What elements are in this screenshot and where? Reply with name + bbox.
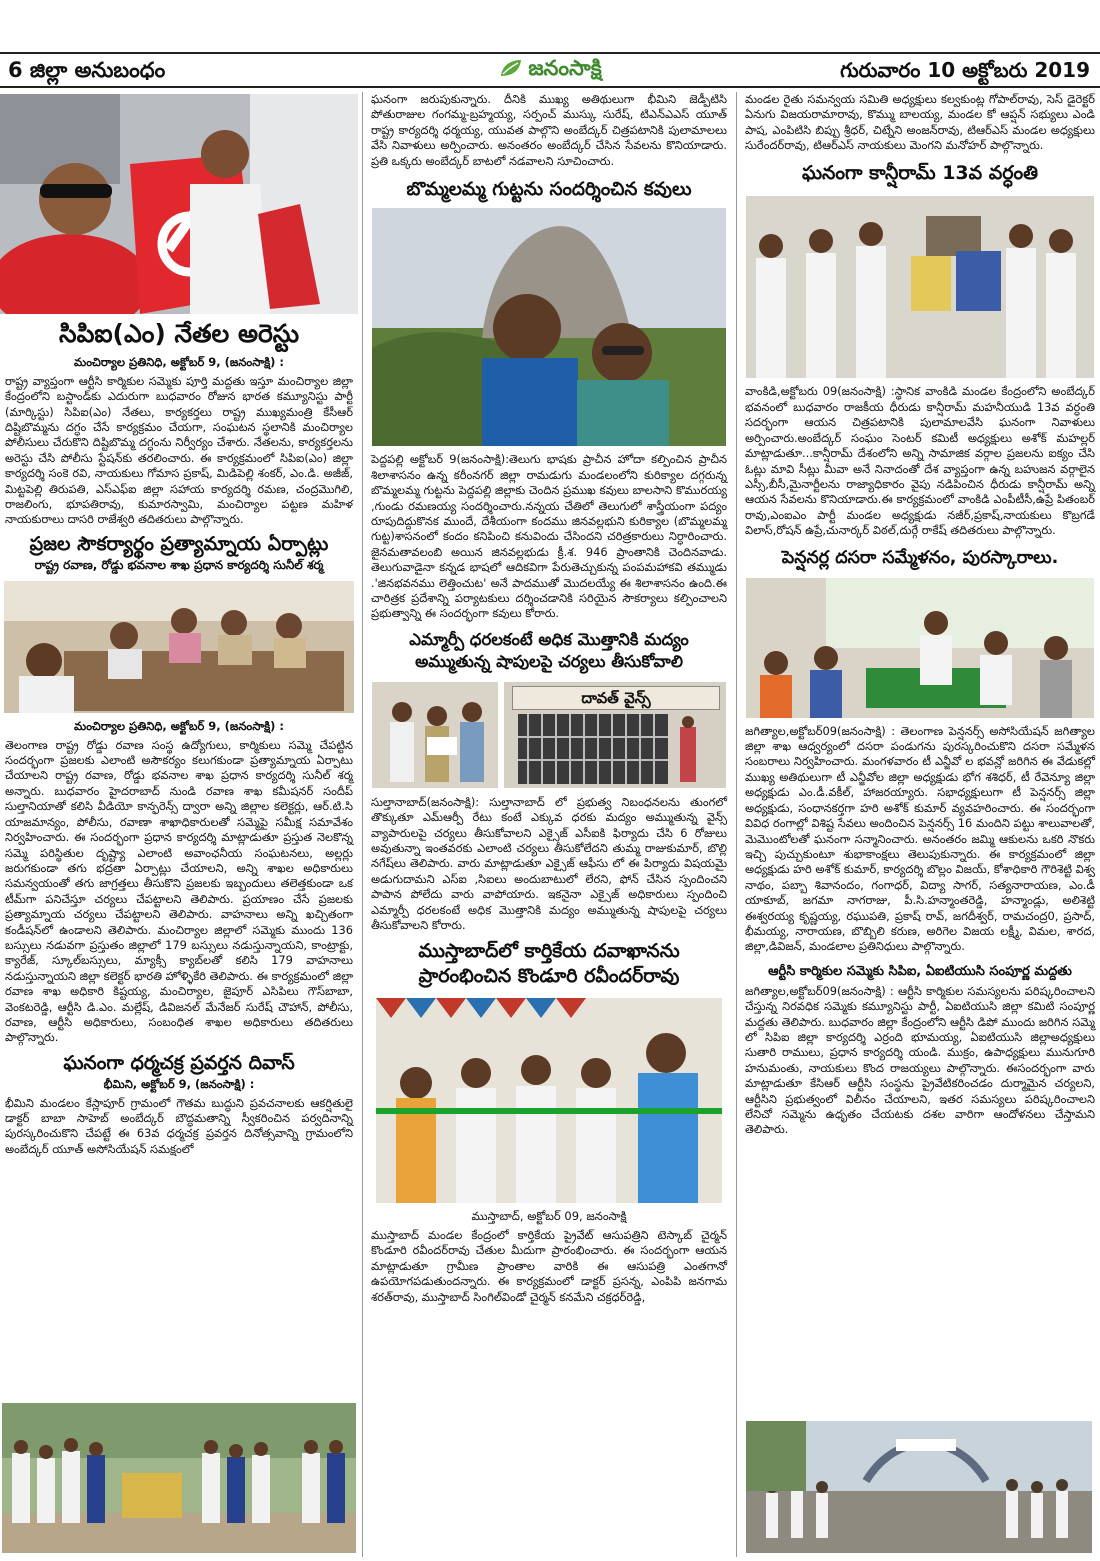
article-body: తెలంగాణ రాష్ట్ర రోడ్డు రవాణ సంస్థ ఉద్యోగులు, కార్మికులు సమ్మె చేపట్టిన సందర్భంగా ప్రజలకు ఎలాంటి అసౌకర్యం కలుగకుండా ప్రత్యామ్నాయ ఏర్పాటు చేయాలని రాష్ట్ర రవాణ, రోడ్డు భవనాల శాఖ ప్రధాన కార్యదర్శి సునీల్‌ శర్మ అన్నారు. బుధవారం హైదరాబాద్‌ నుండి రవాణ శాఖ కమీషనర్‌ సందీప్‌ సుల్తానియాతో కలిసి వీడియో కాన్ఫరెన్స్‌ ద్వారా అన్ని జిల్లాల కలెక్టర్లు, ఆర్‌.టి.సి యాజమాన్యం, పోలీసు, రవాణా శాఖాధికారులతో సమ్మెపై సమీక్ష సమావేశం నిర్వహించారు. ఈ సందర్భంగా ప్రధాన కార్యదర్శి మాట్లాడుతూ ప్రస్తుత నెలకొన్న సమ్మె పరిస్థితుల దృష్ట్యా ఎలాంటి అవాంఛనీయ సంఘటనలు, అల్లర్లు జరుగకుండా తగు భద్రతా ఏర్పాట్లు చేయాలని, అన్ని శాఖల అధికారులు సమన్వయంతో తగు జాగ్రత్తలు తీసుకొని ప్రజలకు ఇబ్బందులు తలెత్తకుండా ఒక టీమ్‌గా పనిచేస్తూ చర్యలు చేపట్టాలని తెలిపారు. ప్రయాణం చేసే ప్రజలకు ప్రత్యామ్నాయ చర్యలు చేపట్టాలని తెలిపారు. వాహనాలు అన్ని ఖచ్చితంగా కండీషన్‌లో ఉండాలని తెలిపారు. మంచిర్యాల జిల్లాలో సమ్మెకు ముందు 136 బస్సులు నడువగా ప్రస్తుతం జిల్లాలో 179 బస్సులు నడుస్తున్నాయని, కాంట్రాక్టు, క్యారేజ్‌, స్కూల్‌బస్సులు, మ్యాక్సీ క్యాబ్‌లతో కలిసి 179 వాహనాలు నడుస్తున్నాయని జిల్లా కలెక్టర్‌ భారతి హోళ్ళికేరి తెలిపారు. ఈ కార్యక్రమంలో జిల్లా రవాణ శాఖ అధికారి కిష్టయ్య, మంచిర్యాల, జైపూర్‌ ఎసిపిలు గౌస్‌బాబా, వెంకటరెడ్డి, ఆర్టీసి డి.ఎం. మల్లేష్‌, డివిజనల్‌ మేనేజర్‌ సురేష్‌ చౌహాన్‌, పోలీసు, రవాణ, ఆర్టీసి అధికారులు, సంబంధిత శాఖల అధికారులు తదితరులు పాల్గొన్నారు. bbox=[5, 737, 353, 1045]
article-continuation: ఘనంగా జరుపుకున్నారు. దీనికి ముఖ్య అతిథులుగా భీమిని జెడ్పీటిసి పోతురాజుల గంగమ్మ-బ్రహ్మయ్య, సర్పంచ్‌ ముస్కు సురేష్‌, టిఎన్‌ఎఎస్‌ యూత్‌ రాష్ట్ర కార్యదర్శి ధర్మయ్య, యువత పాల్గొని అంబేద్కర్‌ చిత్రపటానికి పులామాలలు వేసి నివాళులు అర్పించారు. అనంతరం అంబేద్కర్‌ చేసిన సేవలను కొనియాడారు. ప్రతి ఒక్కరు అంబేద్కర్‌ బాటలో నడవాలని సూచించారు. bbox=[371, 92, 727, 168]
hill-selfie-illustration bbox=[372, 208, 726, 446]
headline-dharmachakra-divas: ఘనంగా ధర్మచక్ర ప్రవర్తన దివాస్‌ bbox=[63, 1051, 295, 1074]
headline-kanshiram-anniversary: ఘనంగా కాన్షీరామ్‌ 13వ వర్ధంతి bbox=[801, 161, 1039, 184]
issue-date: గురువారం 10 అక్టోబరు 2019 bbox=[840, 58, 1090, 82]
headline-bommalamma-gutta: బొమ్మలమ్మ గుట్టను సందర్శించిన కవులు bbox=[406, 179, 692, 201]
headline-karthikeya-hospital-line1: ముస్తాబాద్‌లో కార్తికేయ దవాఖానను bbox=[418, 940, 680, 963]
article-body: జగిత్యాల,అక్టోబర్‌09(జనంసాక్షి) : తెలంగాణ పెన్షనర్స్‌ అసోసియేషన్‌ జగిత్యాల జిల్లా శాఖ ఆధ్వర్యంలో దసరా పండుగను పురస్కరించుకొని దసరా సమ్మేళన సంబరాలు నిర్వహించారు. మంగళవారం టీ ఎన్జీవో ల భవన్లో జరిగిన ఈ వేడుకల్లో ముఖ్య అతిథులుగా టీ ఎన్జీవోల జిల్లా అధ్యక్షుడు భోగ శశిధర్‌, టీ రేవెన్యూ జిల్లా అధ్యక్షుడు ఎం.డీ.వకీల్‌, హాజరయ్యారు. సభాధ్యక్షులుగా టీ పెన్షనర్స్‌ జిల్లా అధ్యక్షుడు, సంధానకర్తగా హరి అశోక్‌ కుమార్‌ వ్యవహరించారు. ఈ సందర్భంగా వివిధ రంగాల్లో విశిష్ట సేవలు అందించిన పెన్షనర్స్‌ 16 మందిని పట్టు శాలువాలతో, మెమొంటోలతో ఘనంగా సన్మానించారు. అనంతరం జమ్మి ఆకులను ఒకరి నొకరు ఇచ్చి పుచ్చుకుంటూ శుభాకాంక్షలు తెలుపుకున్నారు. ఈ కార్యక్రమంలో జిల్లా అధ్యక్షుడు హరి అశోక్‌ కుమార్‌, కార్యదర్శి బొల్లం విజయ్‌, కోశాధికారి గౌరిశెట్టి విశ్వ నాథం, పబ్బా శివానందం, గంగాధర్‌, విద్యా సాగర్‌, సత్యనారాయణ, ఎం.డీ యాకూబ్‌, జగమా నాగరాజు, పీ.సి.హన్మాంతరెడ్డి, హన్మాండ్లు, అలిశెట్టి ఈశ్వరయ్య కృష్ణయ్య, రఘుపతి, ప్రకాష్‌ రావ్‌, జగదీశ్వర్‌, రామచంద్ర0, ప్రసాద్‌, భీమయ్య, నారాయణ, బొబ్బిలి కరుణ, అరిగెల విజయ లక్ష్మీ, విమల, శారద, జిల్లా,డివిజన్‌, మండలాల ప్రతినిధులు పాల్గొన్నారు. bbox=[745, 723, 1095, 954]
headline-pensioners-dasara: పెన్షనర్ల దసరా సమ్మేళనం, పురస్కారాలు. bbox=[781, 547, 1059, 568]
pensioners-meeting-photo bbox=[746, 578, 1094, 718]
rtc-depot-protest-photo bbox=[746, 1421, 1092, 1553]
tribute-illustration bbox=[746, 196, 1094, 378]
column-rule bbox=[736, 92, 737, 1557]
leaf-logo-icon bbox=[498, 58, 524, 78]
column-2 bbox=[366, 92, 732, 1557]
kanshiram-tribute-photo bbox=[746, 196, 1094, 378]
newspaper-logo bbox=[498, 56, 601, 86]
wine-shop-photo bbox=[504, 682, 726, 788]
masthead bbox=[0, 52, 1100, 88]
headline-mrp-liquor-line2: అమ్ముతున్న షాపులపై చర్యలు తీసుకోవాలి bbox=[415, 651, 683, 671]
article-body: వాంకిడి,అక్టోబరు 09(జనంసాక్షి) :స్థానిక వాంకిడి మండల కేంద్రంలోని అంబేద్కర్‌ భవనంలో బుధవారం రాజకీయ ధీరుడు కాన్షీరామ్‌ మహనీయుడి 13వ వర్ధంతి సదర్భంగా ఆయన చిత్రపటానికి పులామాలవేసి ఘనంగా నివాళులు అర్పించారు.అంబేద్కర్‌ సంఘం సెంటర్‌ కమిటీ అధ్యక్షులు అశోక్‌ మహల్లర్‌ మాట్లాడుతూ...కాన్షీరామ్‌ దేశంలోని అన్ని సామాజిక వర్గాల ప్రజలను ఐక్యం చేసి ఓట్లు మావి సీట్లు మీవా అనే నినాదంతో దేశ వ్యాప్తంగా ఉన్న బహుజన వర్గాలైన ఎస్సీ,బీసీ,మైనార్టీలను రాజ్యాధికారం వైపు నడిపించిన ధీరుడు కాన్షీరామ్‌ అన్ని ఆయన సేవలను కొనియాడారు.ఈ కార్యక్రమంలో వాంకిడి ఎంపీటీసీ,ఉప్రే పితంబర్‌ రావు,ఎంఐఎం పార్టీ మండల అధ్యక్షుడు నజీర్‌,ప్రకాష్‌,నాయకులు కొబ్రగడే విలాస్‌,రోషన్‌ ఉప్రే,చునార్కర్‌ విఠల్‌,దుర్గే రాకేష్‌ తదితరులు పాల్గొన్నారు. bbox=[745, 384, 1095, 538]
review-meeting-photo bbox=[4, 581, 354, 713]
article-body: పెద్దపల్లి అక్టోబర్‌ 9(జనంసాక్షి):తెలుగు భాషకు ప్రాచీన హోదా కల్పించిన ప్రాచీన శిలాశాసనం ఉన్న కరీంనగర్‌ జిల్లా రామడుగు మండలంలోని కురిక్యాల దగ్గరున్న బొమ్మలమ్మ గుట్టను పెద్దపల్లి జిల్లాకు చెందిన ప్రముఖ కవులు బాలసాని కొమురయ్య ,గుండు రమణయ్య సందర్శించారు.నన్నయ చేతిలో తెలుగులో శాస్త్రీయంగా పద్యం రూపుదిద్దుకొనక ముందే, దేశీయంగా కందము జినవల్లభుని కురిక్యాల (బొమ్మలమ్మ గుట్ట)శాసనంలో కందం కనిపించి కనువిందు చేసిందని చరిత్రకారులు నిర్ధారించారు. జైనమతావలంబి అయిన జినవల్లభుడు క్రీ.శ. 946 ప్రాంతానికి చెందినవాడు. తెలుగువాడైనా కన్నడ భాషలో ఆదికవిగా పేరుతెచ్చుకున్న పంపమహాకవి తమ్ముడు .'జినభవనము లెత్తించుట' అనే పాదముతో మొదలయ్యే ఈ శిలాశాసనం ఉంది.ఈ చారిత్రక ప్రదేశాన్ని పర్యాటకులు దర్శించడానికి సరియైన సౌకర్యాలు కల్పించాలని ప్రభుత్వాన్ని ఈ సందర్భంగా కవులు కోరారు. bbox=[371, 452, 727, 621]
gathering-illustration bbox=[2, 1403, 356, 1553]
ribbon-cutting-illustration bbox=[376, 998, 722, 1203]
meeting-illustration bbox=[4, 581, 354, 713]
complaint-submission-photo bbox=[372, 682, 498, 788]
headline-mrp-liquor-line1: ఎమ్మార్పీ ధరలకంటే అధిక మొత్తానికి మద్యం bbox=[409, 629, 689, 649]
subheadline: రాష్ట్ర రవాణ, రోడ్డు భవనాల శాఖ ప్రధాన కార్యదర్శి సునీల్‌ శర్మ bbox=[34, 557, 324, 572]
depot-illustration bbox=[746, 1421, 1092, 1553]
article-body: జగిత్యాల,అక్టోబర్‌09(జనంసాక్షి) : ఆర్టీసి కార్మికుల సమస్యలను పరిష్కరించాలని చేస్తున్న నిరవధిక సమ్మెకు కమ్యూనిస్టు పార్టీ, ఏఐటియుసి జిల్లా కమిటి సంపూర్ణ మద్దతు తెలిపారు. బుధవారం జిల్లా కేంద్రంలోని ఆర్టీసి డిపో ముందు జరిగిన సమ్మె లో సిపిఐ జిల్లా కార్యదర్శి ఎర్రంది భూమయ్య, ఏఐటియుసి జిల్లాఅధ్యక్షులు సుతారి రాములు, ప్రధాన కార్యదర్శి యండి. ముక్రం, ఉపాధ్యక్షులు మునుగూరి హనుమంతు, నాయకులు కొంద రాజయ్యలు పాల్గొన్నారు. ఈసందర్భంగా వారు మాట్లాడుతూ కేసిఆర్‌ ఆర్టీసి సంస్థను ప్రైవేటికరించడం దుర్మామైన చర్యలని, ఆర్టీసిని ప్రభుత్వంలో విలీనం చేయాలని, ఇతర సమస్యలు పరిష్కరించాలని లేనిచో సమ్మెను ఉధృతం చేయటకు దశల వారిగా ఆందోళనలు చేస్తామని తెలిపారు. bbox=[745, 983, 1095, 1137]
column-1 bbox=[0, 92, 358, 1557]
article-body: ముస్తాబాద్‌ మండల కేంద్రంలో కార్తికేయ ప్రైవేట్‌ ఆసుపత్రిని టెస్కాబ్‌ చైర్మన్‌ కొండూరి రవీందర్‌రావు చేతుల మీదుగా ప్రారంభించారు. ఈ సందర్భంగా ఆయన మాట్లాడుతూ గ్రామీణ ప్రాంతాల వారికి ఈ ఆసుపత్రి ఎంతగానో ఉపయోగపడుతుందన్నారు. ఈ కార్యక్రమంలో డాక్టర్‌ ప్రసన్న, ఎంపిపి జనగామ శరత్‌రావు, ముస్తాబాద్‌ సింగిల్‌విండో చైర్మన్‌ కనమేని చక్రధర్‌రెడ్డి, bbox=[371, 1228, 727, 1304]
shop-signboard: దావత్‌ వైన్స్‌ bbox=[512, 686, 720, 710]
complaint-illustration bbox=[372, 682, 498, 788]
column-rule bbox=[362, 92, 363, 1557]
protest-illustration bbox=[0, 94, 358, 314]
headline-cpim-arrest: సిపిఐ(ఎం) నేతల అరెస్టు bbox=[59, 319, 299, 348]
byline: ముస్తాబాద్‌, అక్టోబర్‌ 09, జనంసాక్షి bbox=[471, 1209, 627, 1224]
article-body: భీమిని మండలం కేస్లాపూర్‌ గ్రామంలో గౌతమ బుద్ధుని ప్రవచనాలకు ఆకర్షితులై డాక్టర్‌ బాబా సాహెబ్‌ అంబేద్కర్‌ బౌద్ధమతాన్ని స్వీకరించిన పర్వదినాన్ని పురస్కరించుకొని చేపట్టే ఈ 63వ ధర్మచక్ర ప్రవర్తన దినోత్సవాన్ని గ్రామంలోని అంబేద్కర్‌ యూత్‌ అసోసియేషన్‌ సమక్షంలో bbox=[5, 1095, 353, 1156]
poets-selfie-photo bbox=[372, 208, 726, 446]
page-label: 6 జిల్లా అనుబంధం bbox=[8, 58, 166, 82]
hospital-inauguration-photo bbox=[376, 998, 722, 1203]
shop-grill-illustration bbox=[504, 682, 726, 788]
article-continuation: మండల రైతు సమన్వయ సమితి అధ్యక్షులు కల్వకుంట్ల గోపాల్‌రావు, సెస్‌ డైరెక్టర్‌ ఏనుగు విజయరామారావు, కొమ్ము బాలయ్య, మండల కో ఆప్షన్‌ సభ్యులు ఎండి పాష, ఎంపిటిసి బిప్పు శ్రీధర్‌, చిట్నేని అంజన్‌రావు, టిఆర్‌ఎస్‌ మండల అధ్యక్షులు సురేందర్‌రావు, టిఆర్‌ఎస్‌ నాయకులు మెంగని మనోహర్‌ పాల్గొన్నారు. bbox=[745, 92, 1095, 153]
logo-text: జనంసాక్షి bbox=[528, 56, 602, 80]
village-gathering-photo bbox=[2, 1403, 356, 1553]
headline-rtc-strike-support: ఆర్టీసి కార్మికుల సమ్మెకు సిపిఐ, ఏఐటియుసి సంపూర్ణ మద్దతు bbox=[768, 963, 1072, 979]
byline: భీమిని, అక్టోబర్‌ 9, (జనంసాక్షి) : bbox=[103, 1076, 255, 1091]
pensioners-illustration bbox=[746, 578, 1094, 718]
headline-alternate-arrangements: ప్రజల సౌకర్యార్థం ప్రత్యామ్నాయ ఏర్పాట్లు bbox=[29, 532, 329, 555]
headline-karthikeya-hospital-line2: ప్రారంభించిన కొండూరి రవీందర్‌రావు bbox=[418, 965, 680, 988]
column-3 bbox=[740, 92, 1100, 1557]
byline: మంచిర్యాల ప్రతినిధి, అక్టోబర్‌ 9, (జనంసాక్షి) : bbox=[74, 354, 284, 369]
article-body: రాష్ట్ర వ్యాప్తంగా ఆర్టీసి కార్మికుల సమ్మెకు పూర్తి మద్దతు ఇస్తూ మంచిర్యాల జిల్లా కేంద్రంలోని బస్టాండ్‌కు ఎదురుగా బుధవారం రోజున భారత కమ్యూనిస్టు పార్టీ (మార్కిస్టు) సిపిఐ(ఎం) నేతలు, కార్యకర్తలు రాష్ట్ర ముఖ్యమంత్రి కేసీఆర్‌ దిష్టిబొమ్మను దగ్ధం చేసే కార్యక్రమం చేయగా, సంఘటన స్థలానికి మంచిర్యాల పోలీసులు చేరుకొని దిష్టిబొమ్మ దగ్ధంను నిర్వీర్యం చేశారు. నేతలను, కార్యకర్తలను అరెస్టు చేసి పోలీసు స్టేషన్‌కు తరలించారు. ఈ కార్యక్రమంలో సిపిఐ(ఎం) జిల్లా కార్యదర్శి సంకె రవి, నాయకులు గోమాస ప్రకాష్‌, మిడిపెల్లి శంకర్‌, ఎం.డి. అజీజ్‌, మిట్టపెల్లి తిరుపతి, ఎస్‌ఎఫ్‌ఐ జిల్లా సహాయ కార్యదర్శి రమణ, చంద్రమొగిలి, రాజలింగు, భూపతిరావు, కుమారస్వామి, మంచిర్యాల పట్టణ మహిళ నాయకురాలు దాసరి రాజేశ్వరి తదితరులు పాల్గొన్నారు. bbox=[5, 373, 353, 527]
article-body: సుల్తానాబాద్‌(జనంసాక్షి): సుల్తానాబాద్‌ లో ప్రభుత్వ నిబంధనలను తుంగలో తొక్కుతూ ఎమ్‌ఆర్పీ రేటు కంటే ఎక్కువ ధరకు మద్యం అమ్ముతున్న వైన్స్‌ వ్యాపారులపై చర్యలు తీసుకోవాలని ఎక్సైజ్‌ ఎసీఐకి ఫిర్యాదు చేసి 6 రోజులు అవుతున్నా ఇంతవరకు ఎలాంటి చర్యలు తీసుకోలేదని తుమ్మ రాజుకుమార్‌, బొల్లి నగేష్‌లు తెలిపారు. వారు మాట్లాడుతూ ఎక్సైజ్‌ ఆఫీసు లో ఈ పిర్యాదు విషయమై అడుగుదామని ఎస్‌ఐ ,సిఐలు అందుబాటులో లేరని, ఫోన్‌ చేసిన స్పందించని పాపాన పోలేదు వారు వాపోయారు. ఇకనైనా ఎక్సైజ్‌ అధికారులు స్పందించి ఎమ్మార్పీ ధరలకంటే అధిక మొత్తానికి మద్యం అమ్ముతున్న షాపులపై చర్యలు తీసుకోవాలని కోరారు. bbox=[371, 794, 727, 932]
byline: మంచిర్యాల ప్రతినిధి, అక్టోబర్‌ 9, (జనంసాక్షి) : bbox=[74, 718, 284, 733]
cpim-protest-photo bbox=[0, 94, 358, 314]
